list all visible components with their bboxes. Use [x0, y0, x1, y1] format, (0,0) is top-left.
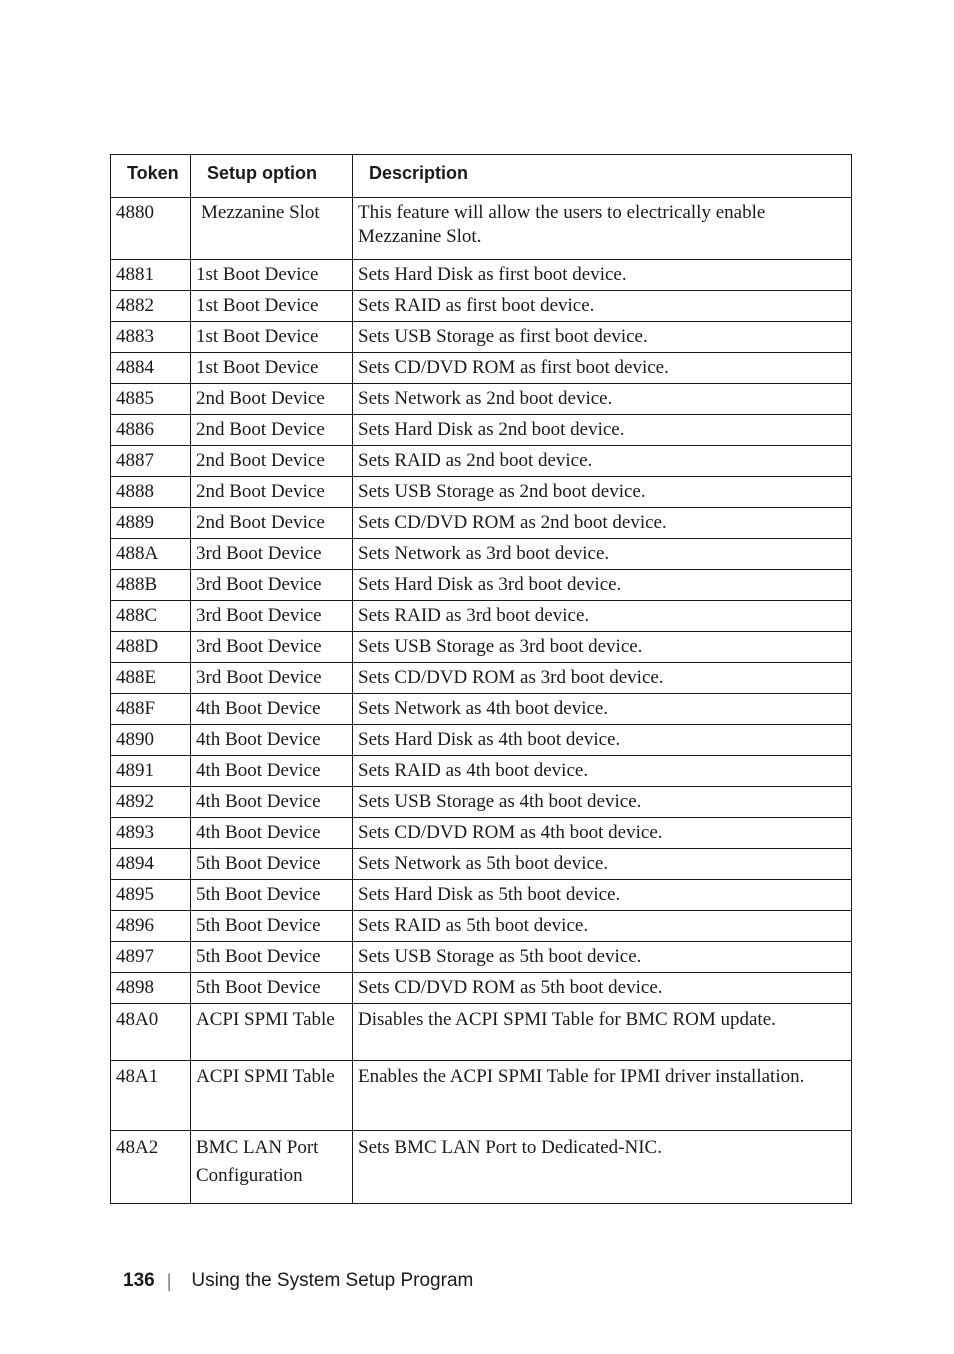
token-cell: 4893 — [111, 818, 191, 849]
token-cell: 488D — [111, 632, 191, 663]
token-cell: 4892 — [111, 787, 191, 818]
table-row — [111, 384, 852, 415]
token-table — [110, 154, 852, 1204]
description-cell: Sets Network as 5th boot device. — [353, 849, 852, 880]
setup-option-cell: 5th Boot Device — [191, 849, 353, 880]
table-row — [111, 818, 852, 849]
footer-section-title: Using the System Setup Program — [191, 1270, 474, 1291]
setup-option-cell: 1st Boot Device — [191, 353, 353, 384]
table-row — [111, 570, 852, 601]
token-cell: 4887 — [111, 446, 191, 477]
table-row — [111, 725, 852, 756]
header-token: Token — [111, 155, 191, 198]
setup-option-cell: 1st Boot Device — [191, 322, 353, 353]
setup-option-cell: 4th Boot Device — [191, 725, 353, 756]
description-cell: Sets Hard Disk as 5th boot device. — [353, 880, 852, 911]
setup-option-cell: 3rd Boot Device — [191, 632, 353, 663]
table-row — [111, 1061, 852, 1131]
description-cell: Sets Network as 2nd boot device. — [353, 384, 852, 415]
setup-option-cell: 5th Boot Device — [191, 942, 353, 973]
description-cell: Sets USB Storage as 2nd boot device. — [353, 477, 852, 508]
token-cell: 488F — [111, 694, 191, 725]
table-row — [111, 1131, 852, 1204]
token-cell: 4889 — [111, 508, 191, 539]
table-row — [111, 198, 852, 260]
description-cell: Sets RAID as 5th boot device. — [353, 911, 852, 942]
token-cell: 4898 — [111, 973, 191, 1004]
setup-option-cell: 5th Boot Device — [191, 973, 353, 1004]
table-row — [111, 415, 852, 446]
setup-option-cell: ACPI SPMI Table — [191, 1061, 353, 1131]
description-cell: Sets RAID as first boot device. — [353, 291, 852, 322]
table-row — [111, 849, 852, 880]
description-cell: Sets CD/DVD ROM as 4th boot device. — [353, 818, 852, 849]
token-cell: 4880 — [111, 198, 191, 260]
setup-option-cell: 1st Boot Device — [191, 260, 353, 291]
description-cell: Sets USB Storage as first boot device. — [353, 322, 852, 353]
description-cell: Sets Network as 3rd boot device. — [353, 539, 852, 570]
token-cell: 4882 — [111, 291, 191, 322]
setup-option-cell: 3rd Boot Device — [191, 601, 353, 632]
page-footer — [123, 1270, 473, 1292]
description-cell: Sets USB Storage as 5th boot device. — [353, 942, 852, 973]
table-row — [111, 260, 852, 291]
table-header-row — [111, 155, 852, 198]
token-cell: 4885 — [111, 384, 191, 415]
setup-option-cell: ACPI SPMI Table — [191, 1004, 353, 1061]
description-cell: Sets CD/DVD ROM as 5th boot device. — [353, 973, 852, 1004]
footer-separator: | — [166, 1270, 172, 1291]
table-row — [111, 880, 852, 911]
setup-option-cell: 2nd Boot Device — [191, 508, 353, 539]
token-cell: 4886 — [111, 415, 191, 446]
table-row — [111, 477, 852, 508]
description-cell: This feature will allow the users to electrically enable Mezzanine Slot. — [353, 198, 852, 260]
token-cell: 48A2 — [111, 1131, 191, 1204]
setup-option-cell: 3rd Boot Device — [191, 570, 353, 601]
table-row — [111, 787, 852, 818]
table-row — [111, 663, 852, 694]
description-cell: Disables the ACPI SPMI Table for BMC ROM update. — [353, 1004, 852, 1061]
token-cell: 488B — [111, 570, 191, 601]
token-cell: 4881 — [111, 260, 191, 291]
table-row — [111, 632, 852, 663]
description-cell: Sets RAID as 2nd boot device. — [353, 446, 852, 477]
description-cell: Sets RAID as 3rd boot device. — [353, 601, 852, 632]
header-setup-option: Setup option — [191, 155, 353, 198]
setup-option-cell: 2nd Boot Device — [191, 384, 353, 415]
header-description: Description — [353, 155, 852, 198]
token-cell: 48A1 — [111, 1061, 191, 1131]
description-cell: Sets CD/DVD ROM as first boot device. — [353, 353, 852, 384]
table-row — [111, 756, 852, 787]
table-body — [111, 198, 852, 1204]
description-cell: Sets RAID as 4th boot device. — [353, 756, 852, 787]
table-row — [111, 601, 852, 632]
token-cell: 4888 — [111, 477, 191, 508]
setup-option-cell: 3rd Boot Device — [191, 663, 353, 694]
description-cell: Sets Hard Disk as 3rd boot device. — [353, 570, 852, 601]
description-cell: Sets Hard Disk as 4th boot device. — [353, 725, 852, 756]
setup-option-cell: 5th Boot Device — [191, 911, 353, 942]
token-cell: 4884 — [111, 353, 191, 384]
table-row — [111, 539, 852, 570]
token-cell: 4883 — [111, 322, 191, 353]
description-cell: Enables the ACPI SPMI Table for IPMI driver installation. — [353, 1061, 852, 1131]
setup-option-cell: BMC LAN Port Configuration — [191, 1131, 353, 1204]
table-row — [111, 942, 852, 973]
setup-option-cell: 5th Boot Device — [191, 880, 353, 911]
description-cell: Sets BMC LAN Port to Dedicated-NIC. — [353, 1131, 852, 1204]
description-cell: Sets USB Storage as 3rd boot device. — [353, 632, 852, 663]
table-row — [111, 291, 852, 322]
table-row — [111, 446, 852, 477]
table-row — [111, 322, 852, 353]
description-cell: Sets Hard Disk as first boot device. — [353, 260, 852, 291]
description-cell: Sets Network as 4th boot device. — [353, 694, 852, 725]
table-row — [111, 694, 852, 725]
setup-option-cell: 4th Boot Device — [191, 756, 353, 787]
setup-option-cell: 3rd Boot Device — [191, 539, 353, 570]
description-cell: Sets USB Storage as 4th boot device. — [353, 787, 852, 818]
token-cell: 4894 — [111, 849, 191, 880]
token-cell: 488A — [111, 539, 191, 570]
description-cell: Sets CD/DVD ROM as 3rd boot device. — [353, 663, 852, 694]
setup-option-cell: 4th Boot Device — [191, 818, 353, 849]
setup-option-cell: 2nd Boot Device — [191, 477, 353, 508]
setup-option-cell: Mezzanine Slot — [191, 198, 353, 260]
token-cell: 4896 — [111, 911, 191, 942]
page-number: 136 — [123, 1270, 155, 1291]
setup-option-cell: 2nd Boot Device — [191, 415, 353, 446]
token-cell: 4891 — [111, 756, 191, 787]
table-row — [111, 911, 852, 942]
table-row — [111, 508, 852, 539]
token-cell: 488C — [111, 601, 191, 632]
table-row — [111, 1004, 852, 1061]
setup-option-cell: 2nd Boot Device — [191, 446, 353, 477]
table-row — [111, 973, 852, 1004]
token-cell: 4895 — [111, 880, 191, 911]
setup-option-cell: 1st Boot Device — [191, 291, 353, 322]
description-cell: Sets Hard Disk as 2nd boot device. — [353, 415, 852, 446]
token-cell: 4890 — [111, 725, 191, 756]
token-cell: 48A0 — [111, 1004, 191, 1061]
token-cell: 488E — [111, 663, 191, 694]
token-cell: 4897 — [111, 942, 191, 973]
table-row — [111, 353, 852, 384]
setup-option-cell: 4th Boot Device — [191, 694, 353, 725]
setup-option-cell: 4th Boot Device — [191, 787, 353, 818]
description-cell: Sets CD/DVD ROM as 2nd boot device. — [353, 508, 852, 539]
